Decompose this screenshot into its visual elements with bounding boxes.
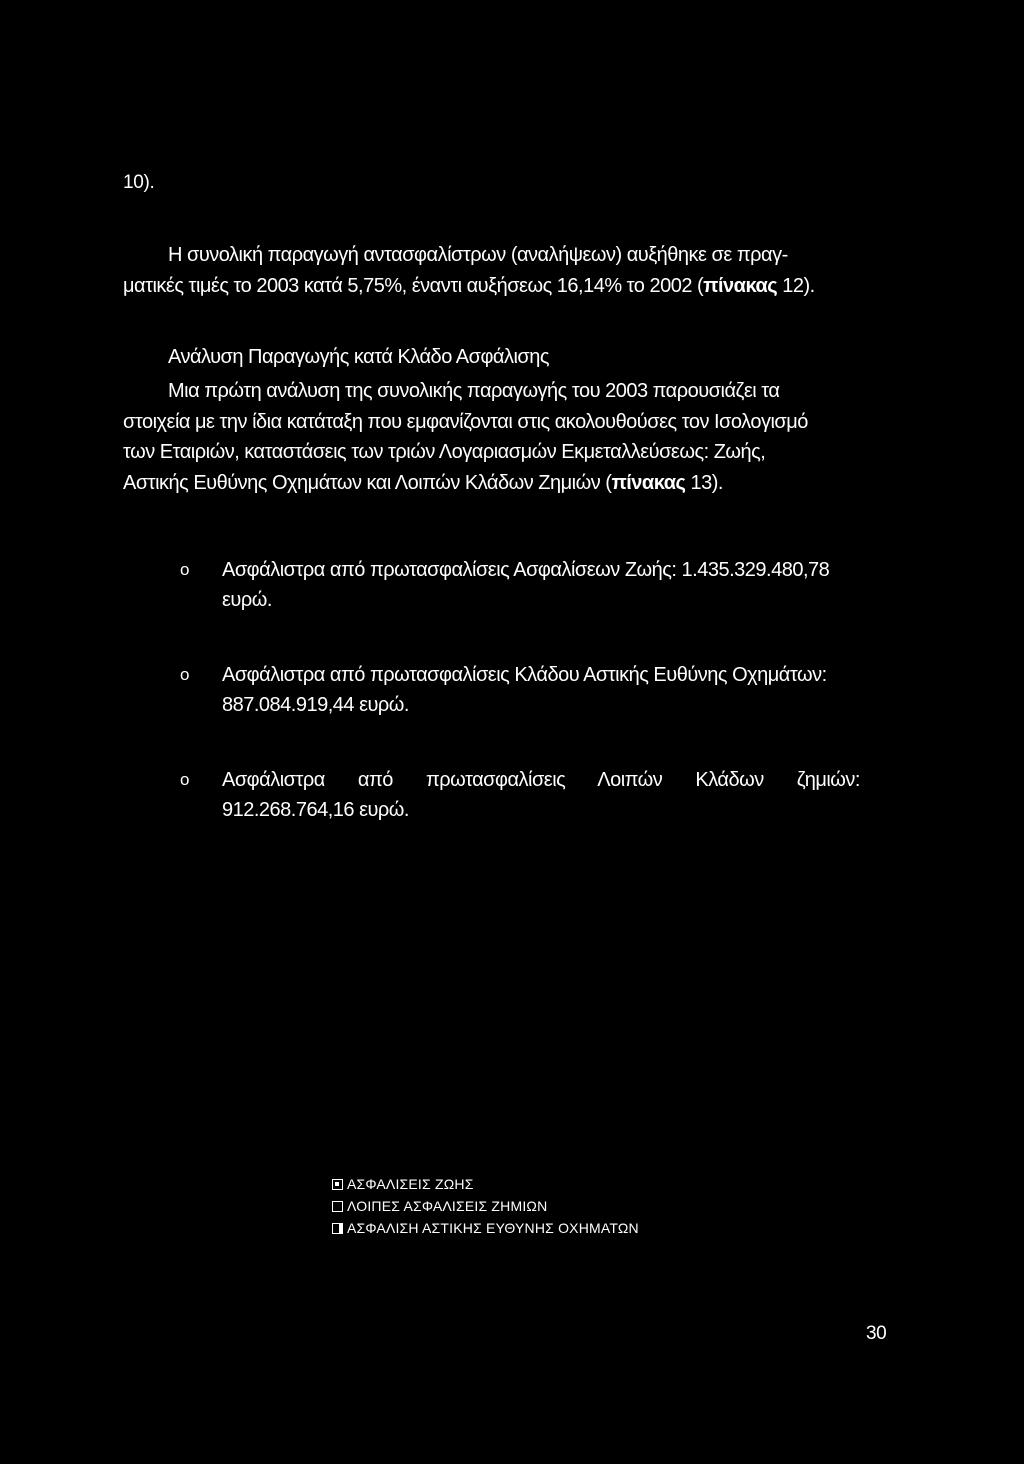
legend-label: ΑΣΦΑΛΙΣΗ ΑΣΤΙΚΗΣ ΕΥΘΥΝΗΣ ΟΧΗΜΑΤΩΝ (347, 1220, 639, 1236)
bullet-line: ευρώ. (222, 589, 272, 611)
paragraph-line (123, 271, 885, 302)
text-span: Αστικής Ευθύνης Οχημάτων και Λοιπών Κλάδων Ζημιών ( (123, 471, 612, 494)
bullet-line: 912.268.764,16 ευρώ. (222, 799, 409, 821)
premium-bullet-list (180, 555, 886, 870)
chart-legend (332, 1173, 639, 1239)
paragraph-production-growth (123, 240, 885, 301)
bullet-item-other-nonlife (180, 765, 886, 825)
bullet-line: Ασφάλιστρα από πρωτασφαλίσεις Κλάδου Αστικής Ευθύνης Οχημάτων: (222, 664, 827, 686)
section-heading: Ανάλυση Παραγωγής κατά Κλάδο Ασφάλισης (168, 346, 550, 368)
legend-swatch-icon (332, 1179, 343, 1190)
bullet-line-text: Ασφάλιστρα από πρωτασφαλίσεις Λοιπών Κλάδων ζημιών: (222, 769, 860, 791)
legend-swatch-icon (332, 1223, 343, 1234)
bullet-text (222, 660, 886, 720)
bullet-item-life (180, 555, 886, 615)
paragraph-line: στοιχεία με την ίδια κατάταξη που εμφανίζονται στις ακολουθούσες τον Ισολογισμό (123, 410, 808, 433)
bullet-line: 887.084.919,44 ευρώ. (222, 694, 409, 716)
paragraph-line: Μια πρώτη ανάλυση της συνολικής παραγωγής του 2003 παρουσιάζει τα (168, 380, 780, 402)
text-span: ματικές τιμές το 2003 κατά 5,75%, έναντι αυξήσεως 16,14% το 2002 ( (123, 274, 704, 297)
bullet-marker: o (180, 770, 189, 789)
bullet-text (222, 765, 886, 825)
bullet-marker: o (180, 560, 189, 579)
legend-item-motor-liability (332, 1217, 639, 1239)
bullet-text (222, 555, 886, 615)
legend-label: ΑΣΦΑΛΙΣΕΙΣ ΖΩΗΣ (347, 1176, 474, 1192)
paragraph-line: των Εταιριών, καταστάσεις των τριών Λογαριασμών Εκμεταλλεύσεως: Ζωής, (123, 441, 766, 463)
text-span: 13). (685, 471, 723, 494)
paragraph-line: Η συνολική παραγωγή αντασφαλίστρων (αναλήψεων) αυξήθηκε σε πραγ- (168, 244, 788, 266)
legend-item-life (332, 1173, 639, 1195)
table-reference-bold: πίνακας (611, 471, 686, 494)
text-span: 12). (777, 274, 815, 297)
paragraph-line (123, 468, 885, 499)
bullet-marker: o (180, 665, 189, 684)
page-number: 30 (866, 1323, 887, 1344)
bullet-line (222, 765, 886, 795)
legend-label: ΛΟΙΠΕΣ ΑΣΦΑΛΙΣΕΙΣ ΖΗΜΙΩΝ (347, 1198, 548, 1214)
top-reference: 10). (123, 172, 155, 193)
paragraph-analysis (123, 376, 885, 498)
legend-swatch-icon (332, 1201, 343, 1212)
legend-item-other-nonlife (332, 1195, 639, 1217)
bullet-item-motor-liability (180, 660, 886, 720)
table-reference-bold: πίνακας (703, 274, 778, 297)
bullet-line: Ασφάλιστρα από πρωτασφαλίσεις Ασφαλίσεων Ζωής: 1.435.329.480,78 (222, 559, 830, 581)
